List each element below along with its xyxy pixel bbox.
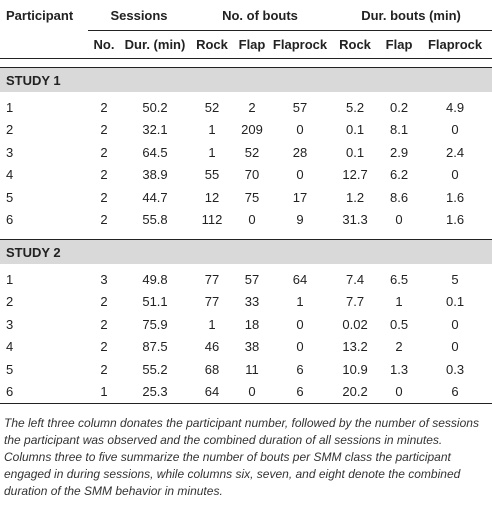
value-cell: 0.3 xyxy=(446,361,465,377)
value-cell: 75 xyxy=(244,189,260,205)
value-cell: 2 xyxy=(395,339,403,355)
header-row-groups xyxy=(0,0,492,31)
value-cell: 2 xyxy=(100,167,108,183)
value-cell: 3 xyxy=(100,271,108,287)
value-cell: 0 xyxy=(451,122,459,138)
value-cell: 1.3 xyxy=(389,361,409,377)
value-cell: 8.6 xyxy=(389,189,409,205)
header-dur-rock: Rock xyxy=(330,31,380,59)
value-cell: 0.2 xyxy=(389,99,409,115)
value-cell: 0 xyxy=(380,381,418,404)
value-cell: 1 xyxy=(395,294,403,310)
value-cell: 9 xyxy=(296,212,304,228)
header-dur-min: Dur. (min) xyxy=(120,31,190,59)
value-cell: 64 xyxy=(292,271,308,287)
value-cell: 77 xyxy=(204,271,220,287)
table-row xyxy=(0,268,492,291)
value-cell: 33 xyxy=(244,294,260,310)
value-cell: 0 xyxy=(451,167,459,183)
participant-cell: 3 xyxy=(6,316,14,332)
value-cell: 64.5 xyxy=(142,144,168,160)
value-cell: 2.9 xyxy=(389,144,409,160)
value-cell: 75.9 xyxy=(142,316,168,332)
table-row xyxy=(0,336,492,359)
participant-cell: 5 xyxy=(6,189,14,205)
value-cell: 6 xyxy=(270,381,330,404)
value-cell: 0.1 xyxy=(446,294,465,310)
value-cell: 7.7 xyxy=(345,294,365,310)
value-cell: 52 xyxy=(244,144,260,160)
value-cell: 70 xyxy=(244,167,260,183)
participant-cell: 3 xyxy=(6,144,14,160)
value-cell: 0 xyxy=(395,212,403,228)
header-dur-flaprock: Flaprock xyxy=(418,31,492,59)
value-cell: 6 xyxy=(418,381,492,404)
value-cell: 0 xyxy=(296,167,304,183)
table-row xyxy=(0,141,492,164)
header-participant: Participant xyxy=(6,7,74,23)
value-cell: 2 xyxy=(100,189,108,205)
value-cell: 0 xyxy=(451,339,459,355)
value-cell: 2 xyxy=(100,212,108,228)
value-cell: 51.1 xyxy=(142,294,168,310)
value-cell: 6 xyxy=(296,361,304,377)
value-cell: 1.6 xyxy=(446,189,465,205)
value-cell: 55.2 xyxy=(142,361,168,377)
table-row xyxy=(0,381,492,404)
value-cell: 4.9 xyxy=(446,99,465,115)
value-cell: 25.3 xyxy=(120,381,190,404)
value-cell: 5 xyxy=(451,271,459,287)
value-cell: 57 xyxy=(244,271,260,287)
value-cell: 112 xyxy=(201,212,223,228)
value-cell: 2 xyxy=(100,361,108,377)
value-cell: 55 xyxy=(204,167,220,183)
value-cell: 2 xyxy=(100,316,108,332)
value-cell: 1 xyxy=(296,294,304,310)
value-cell: 13.2 xyxy=(342,339,368,355)
value-cell: 2 xyxy=(100,294,108,310)
participant-cell: 5 xyxy=(6,361,14,377)
study-label: STUDY 2 xyxy=(0,240,492,265)
participant-cell: 2 xyxy=(6,122,14,138)
value-cell: 31.3 xyxy=(342,212,368,228)
value-cell: 0.5 xyxy=(389,316,409,332)
value-cell: 64 xyxy=(190,381,234,404)
study-section-header xyxy=(0,240,492,265)
table-row xyxy=(0,358,492,381)
value-cell: 52 xyxy=(204,99,220,115)
header-row-subcolumns xyxy=(0,31,492,59)
value-cell: 32.1 xyxy=(142,122,168,138)
value-cell: 68 xyxy=(204,361,220,377)
value-cell: 18 xyxy=(244,316,260,332)
value-cell: 2 xyxy=(100,99,108,115)
participant-cell: 4 xyxy=(6,167,14,183)
table-row xyxy=(0,119,492,142)
value-cell: 6.5 xyxy=(389,271,409,287)
header-empty xyxy=(0,31,88,59)
value-cell: 1 xyxy=(208,144,216,160)
value-cell: 77 xyxy=(204,294,220,310)
value-cell: 0.1 xyxy=(345,122,365,138)
participant-cell: 6 xyxy=(6,212,14,228)
value-cell: 12.7 xyxy=(342,167,368,183)
value-cell: 0 xyxy=(296,339,304,355)
value-cell: 0 xyxy=(451,316,459,332)
value-cell: 8.1 xyxy=(389,122,409,138)
header-flaprock: Flaprock xyxy=(270,31,330,59)
value-cell: 2.4 xyxy=(446,144,465,160)
table-caption: The left three column donates the participant number, followed by the number of sessions the participant was observed and the combined duration of all sessions in minutes. Columns three to five summarize the number of bouts per SMM class the participant engaged in during sessions, while columns six, seven, and eight denote the combined duration of the SMM behavior in minutes. xyxy=(4,416,479,498)
value-cell: 1 xyxy=(88,381,120,404)
value-cell: 7.4 xyxy=(345,271,365,287)
value-cell: 2 xyxy=(100,122,108,138)
table-row xyxy=(0,186,492,209)
value-cell: 28 xyxy=(292,144,308,160)
value-cell: 0 xyxy=(296,316,304,332)
study-section-header xyxy=(0,68,492,93)
table-row xyxy=(0,209,492,232)
value-cell: 46 xyxy=(204,339,220,355)
header-flap: Flap xyxy=(234,31,270,59)
header-sessions: Sessions xyxy=(88,0,190,31)
value-cell: 0.02 xyxy=(342,316,368,332)
participant-cell: 6 xyxy=(0,381,88,404)
table-row xyxy=(0,291,492,314)
table-row xyxy=(0,96,492,119)
value-cell: 57 xyxy=(292,99,308,115)
value-cell: 12 xyxy=(204,189,220,205)
participant-cell: 1 xyxy=(6,99,14,115)
table-row xyxy=(0,164,492,187)
value-cell: 1 xyxy=(208,122,216,138)
value-cell: 50.2 xyxy=(142,99,168,115)
value-cell: 1 xyxy=(208,316,216,332)
value-cell: 2 xyxy=(100,339,108,355)
value-cell: 6.2 xyxy=(389,167,409,183)
value-cell: 55.8 xyxy=(142,212,168,228)
value-cell: 1.6 xyxy=(446,212,465,228)
value-cell: 209 xyxy=(241,122,263,138)
value-cell: 0 xyxy=(296,122,304,138)
value-cell: 2 xyxy=(100,144,108,160)
value-cell: 44.7 xyxy=(142,189,168,205)
spacer-row xyxy=(0,231,492,240)
value-cell: 20.2 xyxy=(330,381,380,404)
header-no: No. xyxy=(88,31,120,59)
header-bouts: No. of bouts xyxy=(190,0,330,31)
value-cell: 5.2 xyxy=(345,99,365,115)
value-cell: 87.5 xyxy=(142,339,168,355)
table-row xyxy=(0,313,492,336)
value-cell: 2 xyxy=(248,99,256,115)
value-cell: 49.8 xyxy=(142,271,168,287)
header-rock: Rock xyxy=(190,31,234,59)
participant-cell: 4 xyxy=(6,339,14,355)
value-cell: 0 xyxy=(234,381,270,404)
value-cell: 0.1 xyxy=(345,144,365,160)
value-cell: 38 xyxy=(244,339,260,355)
participant-cell: 2 xyxy=(6,294,14,310)
value-cell: 1.2 xyxy=(345,189,365,205)
value-cell: 10.9 xyxy=(342,361,368,377)
header-dur-flap: Flap xyxy=(380,31,418,59)
header-dur-bouts: Dur. bouts (min) xyxy=(330,0,492,31)
value-cell: 17 xyxy=(292,189,308,205)
value-cell: 0 xyxy=(248,212,256,228)
participant-cell: 1 xyxy=(6,271,14,287)
study-label: STUDY 1 xyxy=(0,68,492,93)
value-cell: 11 xyxy=(245,361,259,377)
spacer-row xyxy=(0,59,492,68)
value-cell: 38.9 xyxy=(142,167,168,183)
